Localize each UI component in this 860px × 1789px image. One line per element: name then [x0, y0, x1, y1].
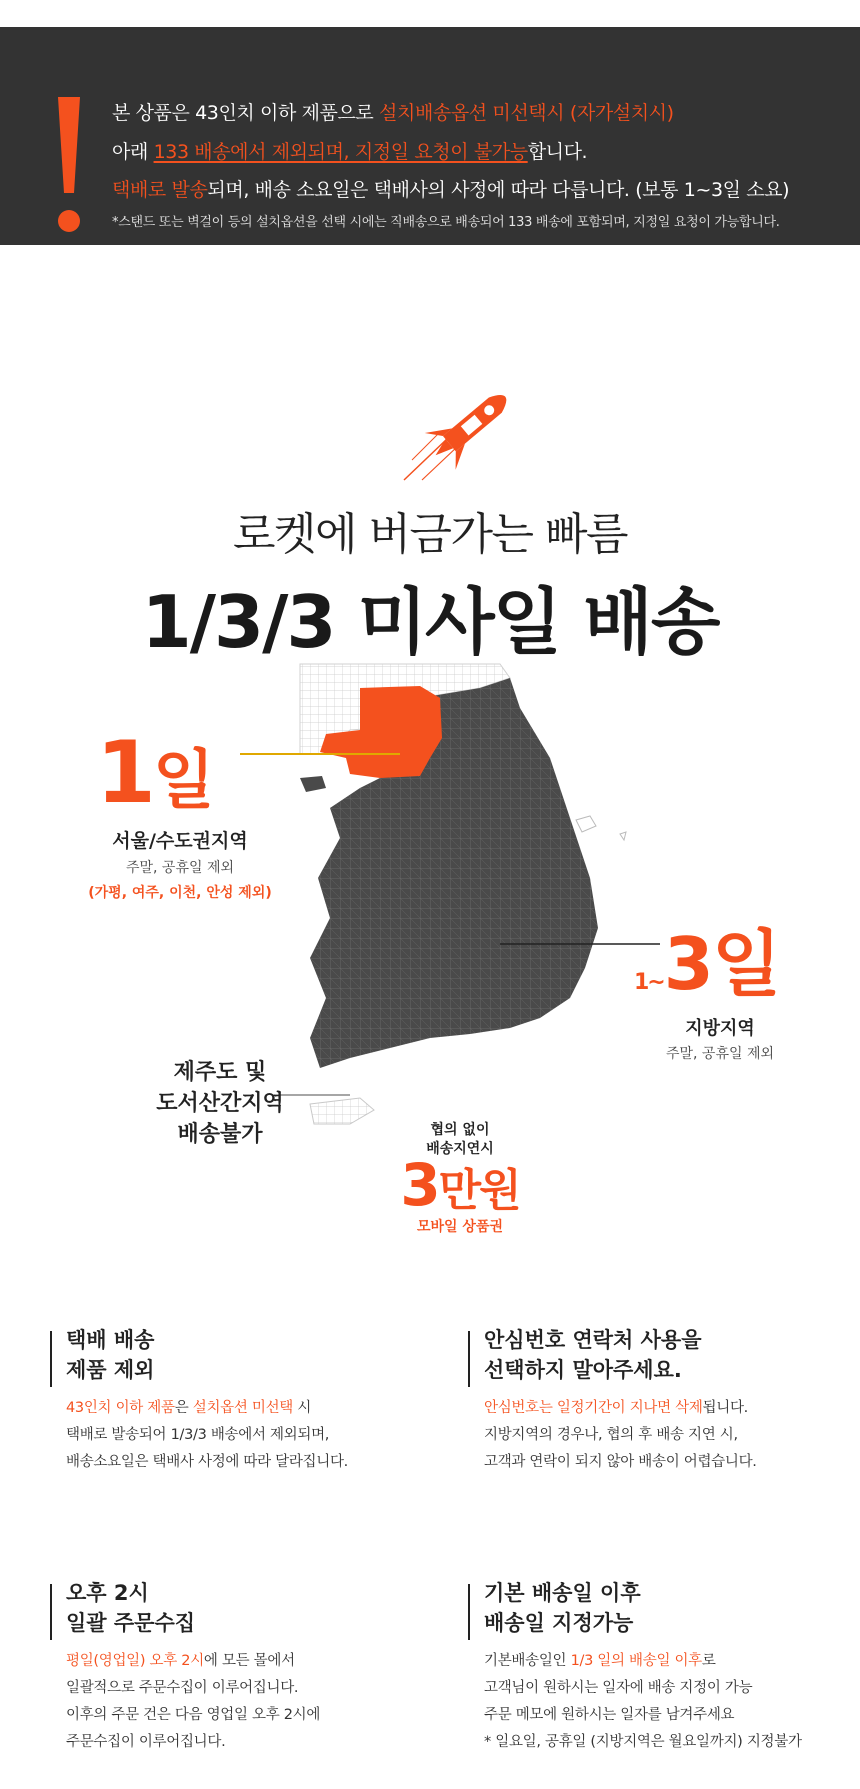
- card-heading: [484, 1325, 701, 1385]
- jeju-line: 배송불가: [177, 1122, 263, 1147]
- jeju-label: [130, 1057, 310, 1150]
- voucher-unit: 만원: [438, 1165, 520, 1216]
- card-heading: [66, 1578, 195, 1638]
- card-highlight: 설치옵션 미선택: [192, 1400, 294, 1416]
- card-highlight: 안심번호는 일정기간이 지나면 삭제: [484, 1400, 703, 1416]
- notice-line-3: [112, 175, 789, 202]
- card-heading-line: 기본 배송일 이후: [484, 1581, 641, 1605]
- notice-banner: [0, 27, 860, 245]
- hero-title: 1/3/3 미사일 배송: [141, 580, 719, 664]
- capital-region-label: 서울/수도권지역: [112, 830, 248, 852]
- card-row: 지방지역의 경우나, 협의 후 배송 지연 시,: [484, 1427, 738, 1443]
- card-row: [66, 1395, 348, 1422]
- card-heading: [484, 1578, 641, 1638]
- notice-text: 아래: [112, 141, 154, 163]
- notice-text: 되며, 배송 소요일은 택배사의 사정에 따라 다릅니다. (보통 1~3일 소요): [207, 179, 790, 201]
- card-text: 에 모든 몰에서: [203, 1653, 295, 1669]
- three-day-unit: 일: [711, 922, 780, 1006]
- card-text: 됩니다.: [702, 1400, 748, 1416]
- card-row: 배송소요일은 택배사 사정에 따라 달라집니다.: [66, 1454, 348, 1470]
- card-row: [484, 1395, 757, 1422]
- three-day-prefix: 1~: [634, 970, 664, 995]
- hero-subtitle: 로켓에 버금가는 빠름: [232, 509, 627, 560]
- card-row: * 일요일, 공휴일 (지방지역은 월요일까지) 지정불가: [484, 1734, 802, 1750]
- card-text: 시: [293, 1400, 312, 1416]
- card-row: 택배로 발송되어 1/3/3 배송에서 제외되며,: [66, 1427, 330, 1443]
- card-accent-bar: [468, 1584, 470, 1640]
- card-body: [66, 1648, 320, 1756]
- notice-highlight: 택배로 발송: [112, 179, 208, 201]
- card-text: 로: [701, 1653, 716, 1669]
- card-row: 일괄적으로 주문수집이 이루어집니다.: [66, 1680, 299, 1696]
- notice-highlight: 133 배송에서 제외되며, 지정일 요청이 불가능: [153, 141, 528, 163]
- card-body: [484, 1395, 757, 1476]
- notice-highlight: 설치배송옵션 미선택시 (자가설치시): [379, 102, 674, 124]
- card-heading-line: 오후 2시: [66, 1581, 149, 1605]
- card-row: [66, 1648, 320, 1675]
- card-row: [484, 1648, 802, 1675]
- card-accent-bar: [50, 1584, 52, 1640]
- card-text: 은: [174, 1400, 193, 1416]
- one-day-unit: 일: [152, 744, 212, 818]
- card-row: 주문수집이 이루어집니다.: [66, 1734, 226, 1750]
- card-heading-line: 안심번호 연락처 사용을: [484, 1328, 702, 1352]
- exclamation-icon: [54, 97, 84, 239]
- jeju-line: 제주도 및: [173, 1060, 267, 1085]
- voucher-number: 3: [400, 1151, 439, 1219]
- capital-region-sub: 주말, 공휴일 제외: [125, 860, 235, 876]
- card-heading-line: 선택하지 말아주세요.: [484, 1358, 682, 1382]
- card-highlight: 43인치 이하 제품: [66, 1400, 175, 1416]
- voucher-sub: 모바일 상품권: [416, 1219, 504, 1235]
- voucher-line: 협의 없이: [430, 1122, 490, 1138]
- notice-text: 합니다.: [527, 141, 588, 163]
- notice-line-1: [112, 98, 674, 125]
- card-heading: [66, 1325, 154, 1385]
- notice-line-2: [112, 137, 587, 164]
- voucher-line: 배송지연시: [426, 1141, 494, 1157]
- rocket-icon: [400, 368, 540, 488]
- card-heading-line: 배송일 지정가능: [484, 1611, 634, 1635]
- one-day-figure: [96, 723, 212, 824]
- card-row: 고객님이 원하시는 일자에 배송 지정이 가능: [484, 1680, 753, 1696]
- card-heading-line: 택배 배송: [66, 1328, 155, 1352]
- regional-sub: 주말, 공휴일 제외: [665, 1046, 775, 1062]
- card-heading-line: 제품 제외: [66, 1358, 155, 1382]
- jeju-line: 도서산간지역: [156, 1091, 284, 1116]
- card-row: 고객과 연락이 되지 않아 배송이 어렵습니다.: [484, 1454, 757, 1470]
- one-day-number: 1: [96, 723, 153, 823]
- card-accent-bar: [468, 1331, 470, 1387]
- card-row: 이후의 주문 건은 다음 영업일 오후 2시에: [66, 1707, 321, 1723]
- three-day-number: 3: [663, 922, 712, 1006]
- card-body: [66, 1395, 348, 1476]
- voucher-amount: [360, 1151, 560, 1220]
- card-text: 기본배송일인: [484, 1653, 571, 1669]
- notice-text: 본 상품은 43인치 이하 제품으로: [112, 102, 380, 124]
- card-row: 주문 메모에 원하시는 일자를 남겨주세요: [484, 1707, 735, 1723]
- three-day-figure: [634, 922, 780, 1019]
- card-body: [484, 1648, 802, 1756]
- card-highlight: 평일(영업일) 오후 2시: [66, 1653, 204, 1669]
- leader-line-capital: [240, 752, 400, 756]
- card-accent-bar: [50, 1331, 52, 1387]
- notice-footnote: *스탠드 또는 벽걸이 등의 설치옵션을 선택 시에는 직배송으로 배송되어 133 배송에 포함되며, 지정일 요청이 가능합니다.: [112, 215, 780, 230]
- voucher-condition: [360, 1121, 560, 1159]
- card-highlight: 1/3 일의 배송일 이후: [570, 1653, 702, 1669]
- card-heading-line: 일괄 주문수집: [66, 1611, 196, 1635]
- capital-region-note: (가평, 여주, 이천, 안성 제외): [88, 885, 272, 901]
- regional-label: 지방지역: [685, 1018, 755, 1039]
